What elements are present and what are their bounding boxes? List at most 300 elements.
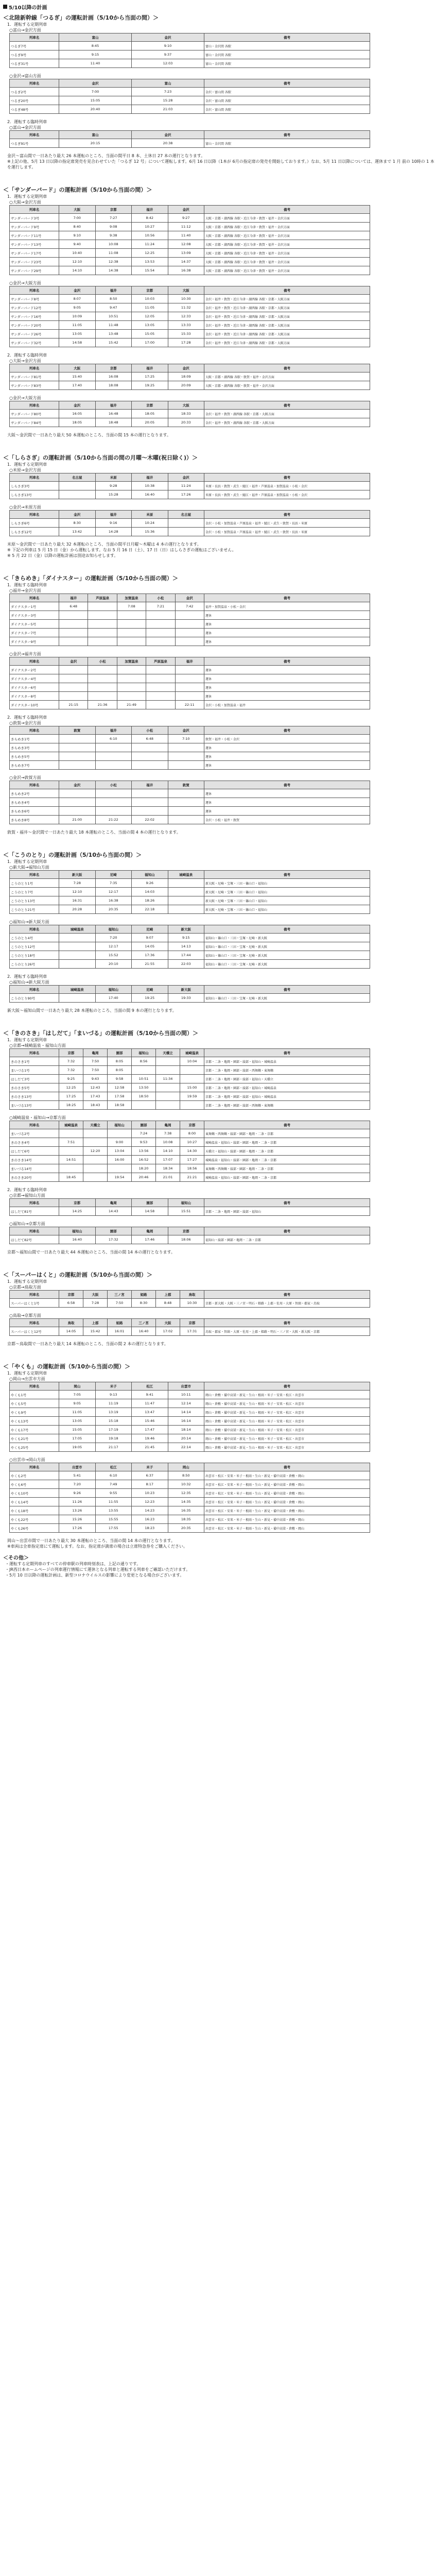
table-header-row bbox=[10, 1291, 370, 1299]
table-cell: 16:08 bbox=[95, 372, 132, 381]
table-header-row bbox=[10, 131, 370, 139]
table-cell: 10:11 bbox=[168, 1391, 204, 1399]
table-cell: 12:17 bbox=[95, 888, 132, 896]
table-cell: 12:25 bbox=[132, 249, 168, 258]
table-row bbox=[10, 1417, 370, 1426]
table-cell bbox=[88, 611, 117, 620]
table-cell: 10:38 bbox=[132, 482, 168, 490]
column-header: 金沢 bbox=[59, 781, 96, 789]
table-cell: 18:05 bbox=[59, 418, 96, 427]
table-row bbox=[10, 1299, 370, 1308]
timetable bbox=[9, 286, 370, 347]
column-header: 芦原温泉 bbox=[88, 594, 117, 602]
table-cell: 8:30 bbox=[59, 519, 96, 528]
table-cell: 7:23 bbox=[132, 88, 204, 96]
table-cell: 21:55 bbox=[132, 960, 168, 969]
table-cell bbox=[59, 798, 96, 807]
table-cell: サンダーバード11号 bbox=[10, 231, 59, 240]
table-cell: ダイナスター10号 bbox=[10, 701, 59, 709]
column-header: 福井 bbox=[132, 473, 168, 482]
table-row bbox=[10, 701, 370, 709]
table-cell: 17:40 bbox=[95, 994, 132, 1003]
section-note: ※上記の他、5月 13 日以降の指定席発売を見合わせていた「つるぎ 12 号」について運転します。6月 16 日以降（1本が 6月の指定席の発売を開始しております。）なお、5月 11 日以降については、運休まで 1 月 前の 10時の 1 本を運行します。 bbox=[7, 159, 434, 170]
table-cell bbox=[88, 692, 117, 701]
table-cell: サンダーバード23号 bbox=[10, 258, 59, 266]
column-header: 列車名 bbox=[10, 364, 59, 372]
table-cell: 17:46 bbox=[132, 1235, 168, 1244]
table-cell bbox=[168, 888, 204, 896]
table-cell: 17:28 bbox=[168, 338, 204, 347]
table-cell: 東舞鶴・西舞鶴・綾部・園部・亀岡・二条・京都 bbox=[204, 1164, 370, 1173]
route-label: ○出雲市→岡山方面 bbox=[9, 1458, 45, 1462]
table-cell: 15:40 bbox=[59, 372, 96, 381]
column-header: 備考 bbox=[204, 1319, 370, 1327]
column-header: 福知山 bbox=[95, 925, 132, 934]
table-cell bbox=[117, 620, 146, 629]
table-cell: 大阪・京都・湖西線 各駅・敦賀・福井・金沢方面 bbox=[204, 372, 370, 381]
table-cell: 17:00 bbox=[132, 338, 168, 347]
column-header: 列車名 bbox=[10, 594, 59, 602]
table-cell: 18:34 bbox=[156, 1164, 180, 1173]
table-header-row bbox=[10, 871, 370, 879]
table-cell bbox=[146, 674, 175, 683]
table-cell: 金沢・福井・敦賀・湖西線 各駅・京都・大阪方面 bbox=[204, 410, 370, 418]
table-cell: はしだて81号 bbox=[10, 1207, 59, 1216]
table-cell: 京都・二条・亀岡・園部・綾部・西舞鶴・東舞鶴 bbox=[204, 1066, 370, 1075]
table-cell: 大阪・京都・湖西線 各駅・近江今津・敦賀・福井・金沢方面 bbox=[204, 258, 370, 266]
table-cell: 9:43 bbox=[83, 1075, 108, 1083]
table-cell: 運休 bbox=[204, 683, 370, 692]
column-header: 大阪 bbox=[83, 1291, 108, 1299]
table-cell: 11:24 bbox=[168, 482, 204, 490]
table-cell: 9:07 bbox=[132, 934, 168, 942]
table-cell bbox=[180, 1075, 204, 1083]
table-cell: 9:26 bbox=[132, 879, 168, 888]
table-header-row bbox=[10, 726, 370, 735]
table-cell bbox=[146, 611, 175, 620]
table-cell: ダイナスター4号 bbox=[10, 674, 59, 683]
table-cell: 19:33 bbox=[168, 994, 204, 1003]
table-cell: 12:20 bbox=[83, 1147, 108, 1156]
section-note: 金沢〜富山間で一日あたり最大 26 本運転のところ、当面の間平日 8 本、土休日 27 本の運行となります。 bbox=[7, 154, 205, 158]
table-cell: 10:09 bbox=[59, 312, 96, 321]
table-cell: サンダーバード3号 bbox=[10, 214, 59, 223]
table-cell: 18:09 bbox=[168, 372, 204, 381]
table-cell: こうのとり18号 bbox=[10, 951, 59, 960]
table-cell: 7:35 bbox=[95, 879, 132, 888]
route-label: ○福知山→新大阪方面 bbox=[9, 920, 49, 924]
table-cell: 13:33 bbox=[168, 321, 204, 330]
table-row bbox=[10, 295, 370, 303]
table-cell bbox=[59, 951, 96, 960]
column-header: 列車名 bbox=[10, 33, 59, 42]
table-cell: やくも26号 bbox=[10, 1524, 59, 1533]
column-header: 京都 bbox=[132, 286, 168, 295]
table-cell: 14:05 bbox=[59, 1327, 83, 1336]
timetable bbox=[9, 130, 370, 148]
table-cell: 15:46 bbox=[132, 1417, 168, 1426]
column-header: 園部 bbox=[132, 1121, 156, 1129]
table-cell: 11:08 bbox=[95, 249, 132, 258]
table-cell bbox=[108, 1164, 132, 1173]
table-cell: 新大阪・尼崎・宝塚・三田・篠山口・福知山 bbox=[204, 905, 370, 914]
table-cell: 20:28 bbox=[59, 905, 96, 914]
table-row bbox=[10, 96, 370, 105]
table-cell: 大阪・京都・湖西線 各駅・近江今津・敦賀・福井・金沢方面 bbox=[204, 223, 370, 231]
column-header: 備考 bbox=[204, 1121, 370, 1129]
table-cell: 16:38 bbox=[168, 266, 204, 275]
table-cell: こうのとり13号 bbox=[10, 896, 59, 905]
table-cell: 6:10 bbox=[95, 735, 132, 743]
table-cell: ダイナスター5号 bbox=[10, 620, 59, 629]
route-section bbox=[3, 574, 435, 835]
timetable bbox=[9, 473, 370, 499]
table-cell bbox=[95, 807, 132, 816]
table-header-row bbox=[10, 986, 370, 994]
table-row bbox=[10, 249, 370, 258]
table-cell: 16:40 bbox=[59, 1235, 96, 1244]
table-cell bbox=[88, 637, 117, 646]
table-cell: 13:50 bbox=[132, 1083, 156, 1092]
table-row bbox=[10, 798, 370, 807]
footer-line: ・JR西日本ホームページの列車運行情報にて運休となる列車と運転する列車をご確認いただけます。 bbox=[5, 1567, 190, 1572]
section-note: 新大阪〜福知山間で一日あたり最大 28 本運転のところ、当面の間 9 本の運行となります。 bbox=[7, 1008, 177, 1013]
table-cell: サンダーバード13号 bbox=[10, 240, 59, 249]
table-row bbox=[10, 418, 370, 427]
table-cell: 9:10 bbox=[132, 42, 204, 50]
table-cell: 10:40 bbox=[59, 249, 96, 258]
column-header: 備考 bbox=[204, 986, 370, 994]
table-cell: 運休 bbox=[204, 807, 370, 816]
table-cell: 18:14 bbox=[168, 1426, 204, 1434]
section-title: ＜「スーパーはくと」の運転計画（5/10から当面の間）＞ bbox=[3, 1272, 152, 1278]
table-cell: 運休 bbox=[204, 789, 370, 798]
table-cell: きらめき4号 bbox=[10, 798, 59, 807]
column-header: 鳥取 bbox=[180, 1291, 204, 1299]
table-cell bbox=[168, 816, 204, 824]
timetable bbox=[9, 1227, 370, 1244]
table-cell: 新大阪・尼崎・宝塚・三田・篠山口・福知山 bbox=[204, 888, 370, 896]
column-header: 福井 bbox=[132, 781, 168, 789]
table-cell: 11:55 bbox=[95, 1498, 132, 1506]
table-cell bbox=[88, 666, 117, 674]
table-cell: 11:40 bbox=[59, 59, 132, 68]
table-cell: 11:12 bbox=[168, 223, 204, 231]
column-header: 尼崎 bbox=[132, 925, 168, 934]
timetable bbox=[9, 1048, 370, 1110]
column-header: 敦賀 bbox=[59, 726, 96, 735]
table-cell: こうのとり4号 bbox=[10, 934, 59, 942]
table-cell: 11:32 bbox=[168, 303, 204, 312]
table-cell: ダイナスター1号 bbox=[10, 602, 59, 611]
table-cell bbox=[117, 692, 146, 701]
table-cell: 運休 bbox=[204, 761, 370, 770]
table-cell: 鳥取・郡家・智頭・大原・佐用・上郡・姫路・明石・三ノ宮・大阪・新大阪・京都 bbox=[204, 1327, 370, 1336]
table-cell: 米原・長浜・敦賀・武生・鯖江・福井・芦原温泉・加賀温泉・小松・金沢 bbox=[204, 490, 370, 499]
column-header: 備考 bbox=[204, 511, 370, 519]
column-header: 列車名 bbox=[10, 726, 59, 735]
table-cell: サンダーバード12号 bbox=[10, 303, 59, 312]
table-cell: 6:37 bbox=[132, 1471, 168, 1480]
table-cell: つるぎ48号 bbox=[10, 105, 59, 114]
timetable bbox=[9, 1121, 370, 1182]
section-title: ＜「やくも」の運転計画（5/10から当面の間）＞ bbox=[3, 1363, 130, 1370]
section-note: 京都〜鳥取間で一日あたり最大 14 本運転のところ、当面の間 2 本の運行となります。 bbox=[7, 1342, 168, 1346]
table-cell: 18:56 bbox=[180, 1164, 204, 1173]
column-header: 備考 bbox=[204, 1382, 370, 1391]
table-cell bbox=[132, 1101, 156, 1110]
route-label: ○金沢→米原方面 bbox=[9, 505, 41, 510]
table-cell: 17:47 bbox=[132, 1426, 168, 1434]
table-cell: 22:03 bbox=[168, 960, 204, 969]
table-cell: 金沢・小松・加賀温泉・芦原温泉・福井・鯖江・武生・敦賀・長浜・米原 bbox=[204, 519, 370, 528]
table-cell: 20:15 bbox=[59, 139, 132, 148]
table-cell: つるぎ7号 bbox=[10, 42, 59, 50]
column-header: 備考 bbox=[204, 1463, 370, 1471]
column-header: 備考 bbox=[204, 1049, 370, 1057]
table-row bbox=[10, 528, 370, 536]
table-cell bbox=[168, 761, 204, 770]
table-cell bbox=[117, 666, 146, 674]
table-cell: 22:11 bbox=[175, 701, 204, 709]
table-cell: 14:25 bbox=[59, 1207, 96, 1216]
table-header-row bbox=[10, 364, 370, 372]
column-header: 列車名 bbox=[10, 206, 59, 214]
table-cell: 12:10 bbox=[59, 258, 96, 266]
table-cell: 金沢・富山間 各駅 bbox=[204, 88, 370, 96]
column-header: 列車名 bbox=[10, 473, 59, 482]
column-header: 新大阪 bbox=[168, 986, 204, 994]
table-cell: 10:51 bbox=[132, 1075, 156, 1083]
table-cell bbox=[175, 637, 204, 646]
subsection-title: 2．運転する臨時列車 bbox=[7, 120, 47, 124]
table-cell: 15:33 bbox=[168, 330, 204, 338]
table-cell: 18:45 bbox=[59, 1173, 83, 1182]
table-cell: 10:27 bbox=[132, 223, 168, 231]
table-cell: 16:01 bbox=[108, 1327, 132, 1336]
table-cell: 15:05 bbox=[132, 330, 168, 338]
table-cell: きのさき4号 bbox=[10, 1138, 59, 1147]
table-cell: 8:42 bbox=[132, 214, 168, 223]
table-cell: 19:59 bbox=[180, 1092, 204, 1101]
table-cell: 京都・二条・亀岡・園部・綾部・福知山・城崎温泉 bbox=[204, 1057, 370, 1066]
route-label: ○鳥取→京都方面 bbox=[9, 1313, 41, 1318]
section-title: ＜「しらさぎ」の運転計画（5/10から当面の間の月曜〜木曜(祝日除く)）＞ bbox=[3, 454, 198, 461]
table-cell bbox=[132, 743, 168, 752]
route-label: ○敦賀→金沢方面 bbox=[9, 721, 41, 725]
table-header-row bbox=[10, 206, 370, 214]
table-cell: 7:08 bbox=[117, 602, 146, 611]
table-row bbox=[10, 482, 370, 490]
column-header: 金沢 bbox=[59, 401, 96, 410]
table-cell: 大阪・京都・湖西線 各駅・近江今津・敦賀・福井・金沢方面 bbox=[204, 240, 370, 249]
table-row bbox=[10, 879, 370, 888]
table-cell: 19:05 bbox=[59, 1443, 96, 1452]
table-cell bbox=[59, 629, 88, 637]
column-header: 三ノ宮 bbox=[108, 1291, 132, 1299]
column-header: 敦賀 bbox=[168, 781, 204, 789]
route-section bbox=[3, 13, 435, 170]
table-row bbox=[10, 1138, 370, 1147]
table-cell: 17:36 bbox=[132, 951, 168, 960]
table-cell: 金沢・小松・加賀温泉・福井 bbox=[204, 701, 370, 709]
table-cell: サンダーバード81号 bbox=[10, 372, 59, 381]
column-header: 城崎温泉 bbox=[180, 1049, 204, 1057]
table-cell: きらめき7号 bbox=[10, 761, 59, 770]
table-cell: 敦賀・福井・小松・金沢 bbox=[204, 735, 370, 743]
table-cell: 金沢・福井・敦賀・近江今津・湖西線 各駅・京都・大阪方面 bbox=[204, 295, 370, 303]
table-cell: サンダーバード84号 bbox=[10, 418, 59, 427]
table-cell: 11:05 bbox=[132, 303, 168, 312]
table-cell: 11:26 bbox=[59, 1498, 96, 1506]
table-cell: 7:42 bbox=[175, 602, 204, 611]
table-cell: 7:50 bbox=[83, 1057, 108, 1066]
table-cell: まいづる2号 bbox=[10, 1129, 59, 1138]
table-cell bbox=[132, 789, 168, 798]
table-cell bbox=[59, 683, 88, 692]
table-row bbox=[10, 1408, 370, 1417]
table-cell: 15:42 bbox=[83, 1327, 108, 1336]
table-cell bbox=[88, 620, 117, 629]
table-row bbox=[10, 330, 370, 338]
table-cell: 22:18 bbox=[132, 905, 168, 914]
table-row bbox=[10, 692, 370, 701]
table-cell: 15:26 bbox=[59, 1515, 96, 1524]
table-row bbox=[10, 1443, 370, 1452]
table-cell bbox=[59, 752, 96, 761]
timetable bbox=[9, 1290, 370, 1308]
column-header: 金沢 bbox=[168, 364, 204, 372]
table-cell: しらさぎ3号 bbox=[10, 482, 59, 490]
route-section bbox=[3, 453, 435, 558]
table-cell: 21:21 bbox=[180, 1173, 204, 1182]
table-cell: 14:05 bbox=[132, 942, 168, 951]
table-cell: 16:00 bbox=[108, 1156, 132, 1164]
timetable bbox=[9, 1198, 370, 1216]
table-cell: 金沢・小松・福井・敦賀 bbox=[204, 816, 370, 824]
table-cell: こうのとり21号 bbox=[10, 905, 59, 914]
column-header: 備考 bbox=[204, 871, 370, 879]
table-cell: 岡山・倉敷・備中高梁・新見・生山・根雨・米子・安来・松江・出雲市 bbox=[204, 1443, 370, 1452]
table-cell: 22:02 bbox=[132, 816, 168, 824]
column-header: 京都 bbox=[59, 1291, 83, 1299]
column-header: 亀岡 bbox=[132, 1227, 168, 1235]
table-cell: しらさぎ13号 bbox=[10, 490, 59, 499]
table-cell bbox=[88, 602, 117, 611]
table-cell bbox=[146, 637, 175, 646]
column-header: 列車名 bbox=[10, 1319, 59, 1327]
route-label: ○金沢→大阪方面 bbox=[9, 281, 41, 285]
table-cell: ダイナスター6号 bbox=[10, 683, 59, 692]
table-row bbox=[10, 629, 370, 637]
timetable bbox=[9, 594, 370, 646]
table-cell: 出雲市・松江・安来・米子・根雨・生山・新見・備中高梁・倉敷・岡山 bbox=[204, 1524, 370, 1533]
table-row bbox=[10, 951, 370, 960]
column-header: 京都 bbox=[95, 364, 132, 372]
table-cell: 7:28 bbox=[59, 879, 96, 888]
table-cell: 17:26 bbox=[59, 1524, 96, 1533]
table-cell: 7:49 bbox=[95, 1480, 132, 1489]
table-cell: 運休 bbox=[204, 611, 370, 620]
table-row bbox=[10, 88, 370, 96]
table-row bbox=[10, 666, 370, 674]
column-header: 備考 bbox=[204, 594, 370, 602]
table-cell: 富山・金沢間 各駅 bbox=[204, 139, 370, 148]
column-header: 列車名 bbox=[10, 131, 59, 139]
column-header: 芦原温泉 bbox=[146, 657, 175, 666]
table-row bbox=[10, 321, 370, 330]
table-row bbox=[10, 1506, 370, 1515]
table-cell bbox=[83, 1173, 108, 1182]
table-cell: やくも17号 bbox=[10, 1426, 59, 1434]
table-cell: 18:58 bbox=[108, 1101, 132, 1110]
column-header: 金沢 bbox=[168, 206, 204, 214]
table-cell: 15:51 bbox=[168, 1207, 204, 1216]
route-label: ○福知山→新大阪方面 bbox=[9, 980, 49, 985]
table-cell: 新大阪・尼崎・宝塚・三田・篠山口・福知山 bbox=[204, 879, 370, 888]
table-cell: 14:51 bbox=[59, 1156, 83, 1164]
table-cell bbox=[117, 637, 146, 646]
table-cell: 9:40 bbox=[59, 240, 96, 249]
table-cell: 13:05 bbox=[132, 321, 168, 330]
column-header: 米子 bbox=[95, 1382, 132, 1391]
table-cell: 出雲市・松江・安来・米子・根雨・生山・新見・備中高梁・倉敷・岡山 bbox=[204, 1498, 370, 1506]
table-cell: やくも18号 bbox=[10, 1506, 59, 1515]
table-cell: サンダーバード83号 bbox=[10, 381, 59, 390]
section-note: 大阪〜金沢間で一日あたり最大 50 本運転のところ、当面の間 15 本の運行となります。 bbox=[7, 433, 171, 437]
table-header-row bbox=[10, 286, 370, 295]
table-row bbox=[10, 1399, 370, 1408]
table-row bbox=[10, 674, 370, 683]
table-row bbox=[10, 960, 370, 969]
column-header: 金沢 bbox=[175, 594, 204, 602]
timetable bbox=[9, 726, 370, 770]
table-cell: 京都・二条・亀岡・園部・綾部・福知山・城崎温泉 bbox=[204, 1083, 370, 1092]
table-cell: 13:04 bbox=[108, 1147, 132, 1156]
table-cell bbox=[83, 1129, 108, 1138]
table-row bbox=[10, 620, 370, 629]
table-cell bbox=[175, 666, 204, 674]
table-cell: やくも14号 bbox=[10, 1498, 59, 1506]
column-header: 備考 bbox=[204, 726, 370, 735]
table-cell: 京都・二条・亀岡・園部・綾部・福知山・天橋立 bbox=[204, 1075, 370, 1083]
table-cell: 岡山・倉敷・備中高梁・新見・生山・根雨・米子・安来・松江・出雲市 bbox=[204, 1417, 370, 1426]
table-cell: 19:25 bbox=[132, 994, 168, 1003]
table-cell bbox=[117, 611, 146, 620]
column-header: 列車名 bbox=[10, 1382, 59, 1391]
table-header-row bbox=[10, 401, 370, 410]
table-cell: 20:09 bbox=[168, 381, 204, 390]
footer-title: ＜その他＞ bbox=[3, 1555, 29, 1561]
table-cell: 城崎温泉・福知山・綾部・園部・亀岡・二条・京都 bbox=[204, 1173, 370, 1182]
table-cell: 16:52 bbox=[132, 1156, 156, 1164]
subsection-title: 1．運転する定期列車 bbox=[7, 1371, 47, 1376]
table-cell: 8:50 bbox=[168, 1471, 204, 1480]
table-cell: 17:43 bbox=[83, 1092, 108, 1101]
route-label: ○岡山→出雲市方面 bbox=[9, 1377, 45, 1381]
table-row bbox=[10, 519, 370, 528]
table-cell: 8:45 bbox=[59, 42, 132, 50]
route-label: ○金沢→富山方面 bbox=[9, 74, 41, 78]
column-header: 新大阪 bbox=[168, 925, 204, 934]
table-row bbox=[10, 410, 370, 418]
column-header: 出雲市 bbox=[59, 1463, 96, 1471]
square-bullet-icon bbox=[3, 5, 7, 9]
table-cell: 京都・二条・亀岡・園部・綾部・福知山・城崎温泉 bbox=[204, 1092, 370, 1101]
column-header: 米原 bbox=[132, 511, 168, 519]
table-row bbox=[10, 50, 370, 59]
table-cell: 17:02 bbox=[156, 1327, 180, 1336]
